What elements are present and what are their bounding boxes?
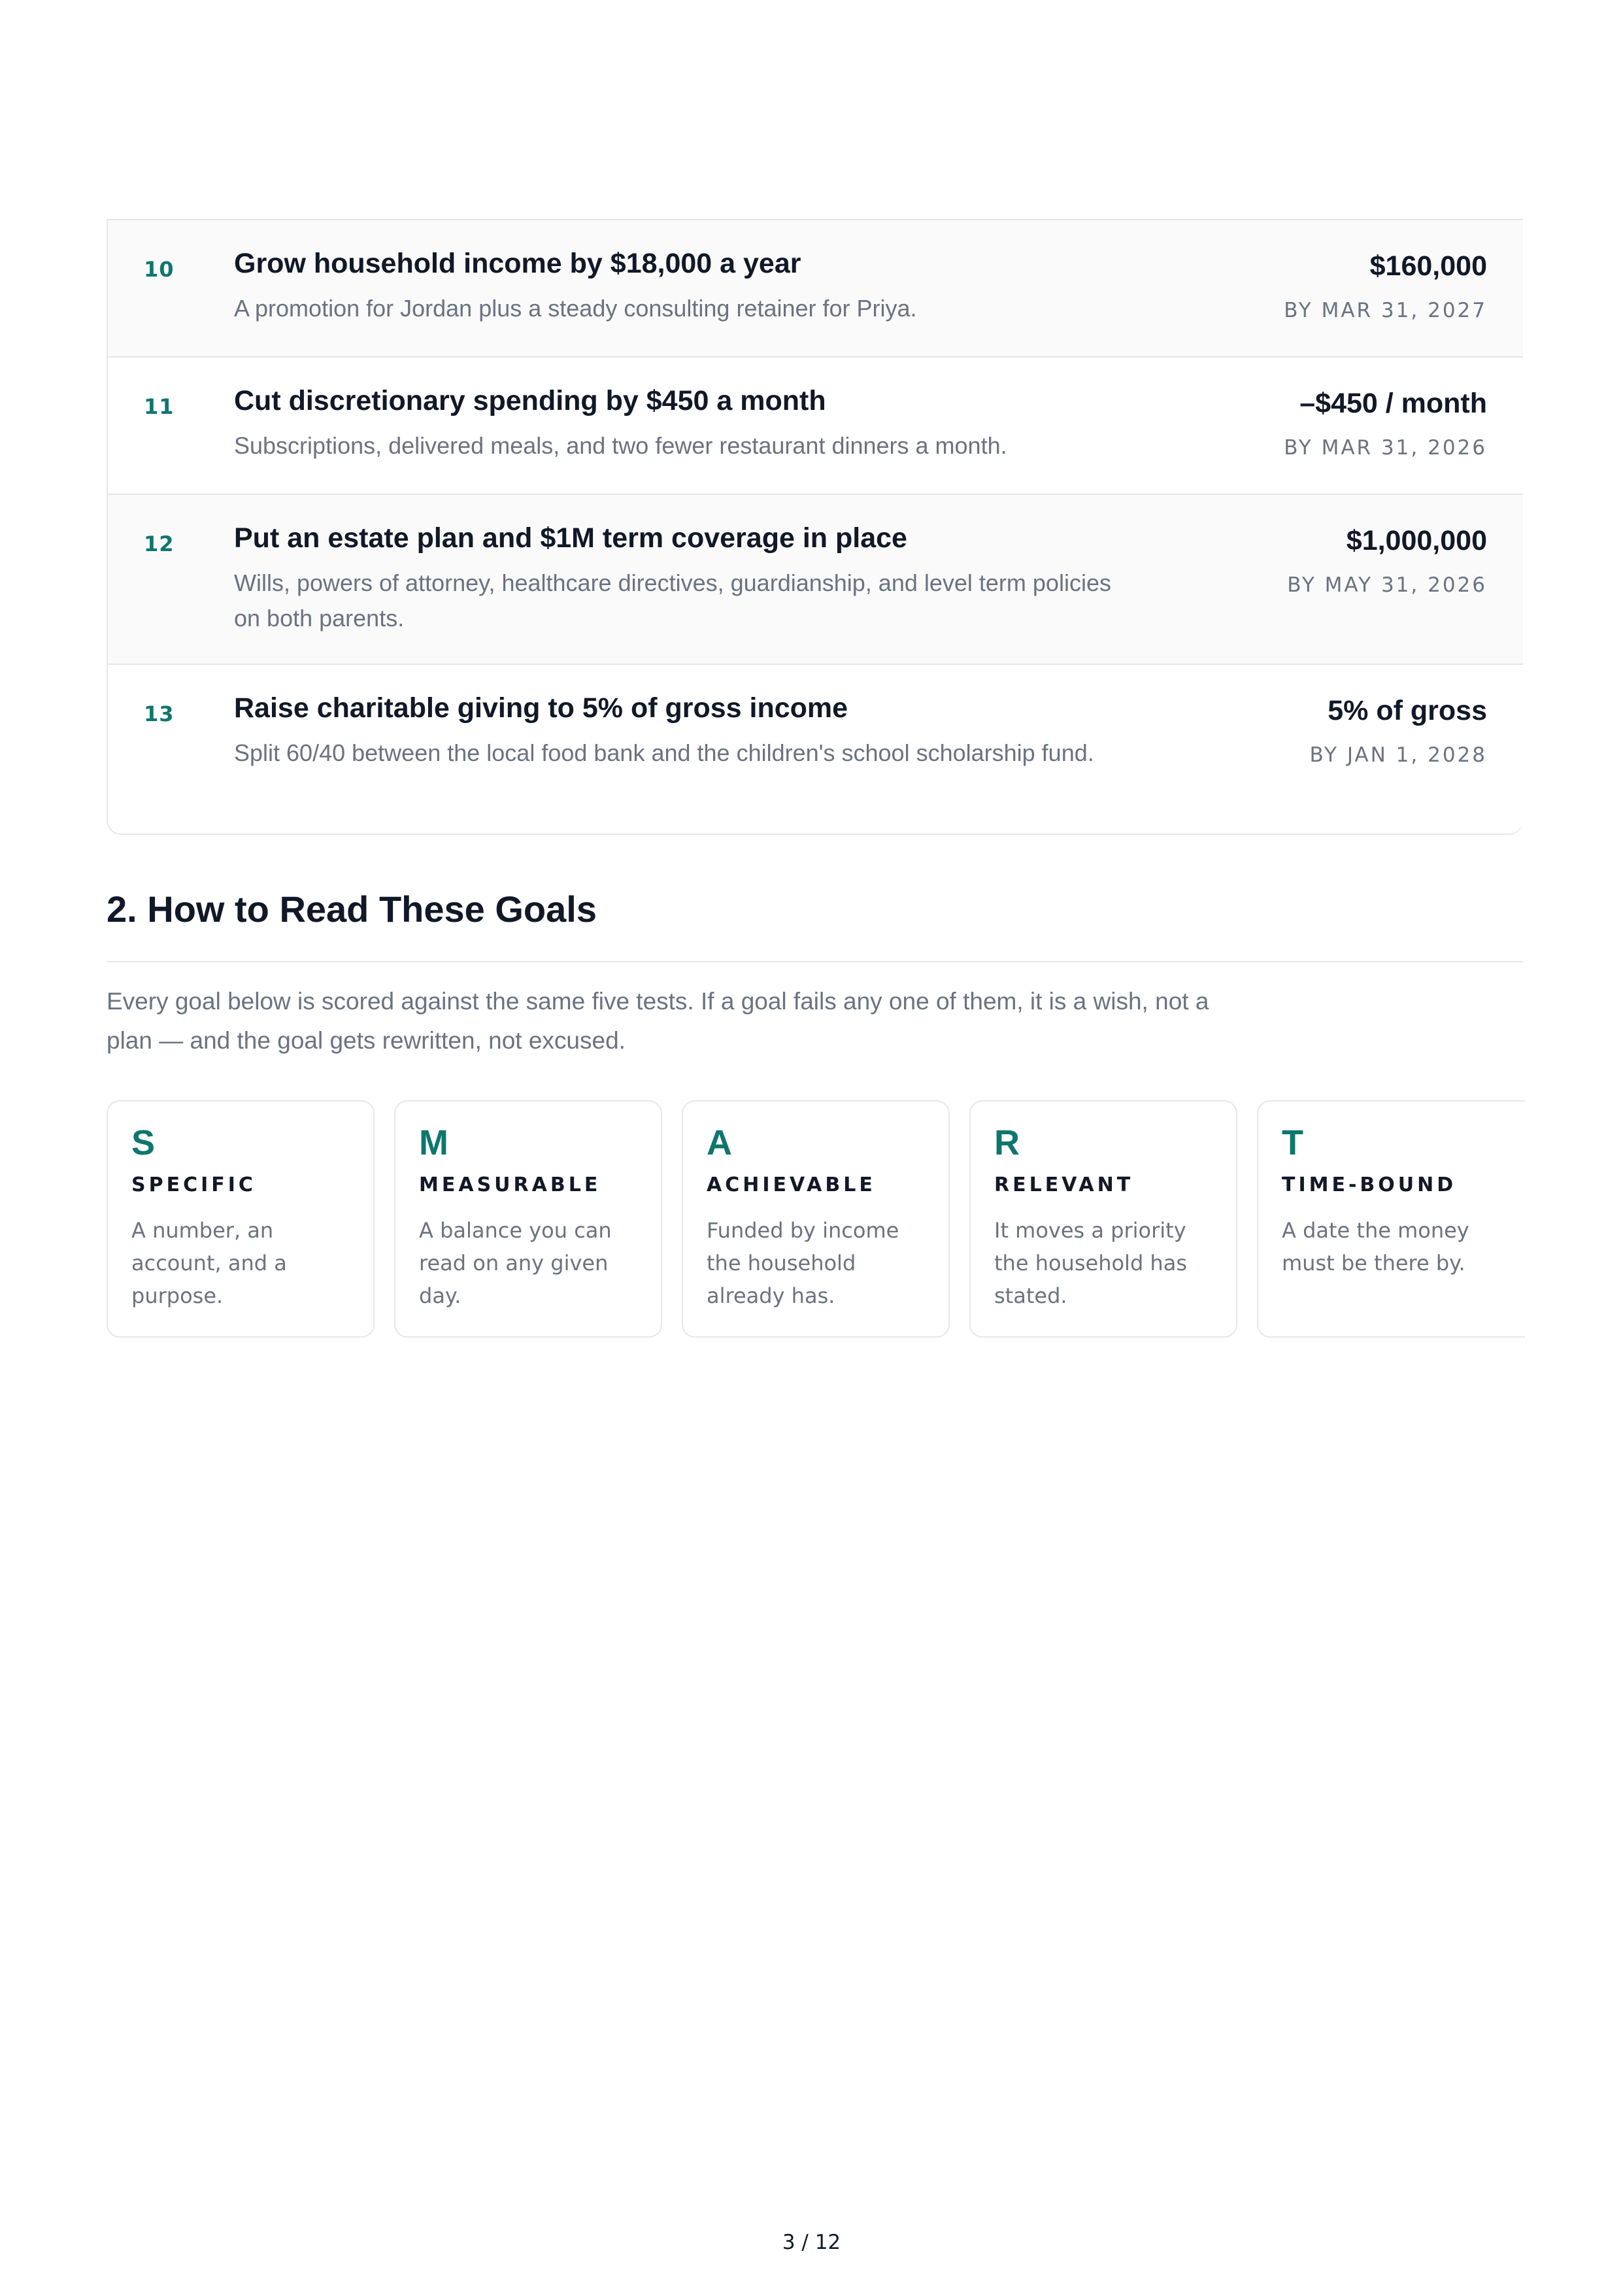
goal-number: 13 bbox=[144, 701, 175, 726]
goal-row bbox=[108, 665, 1523, 834]
goal-amount: 5% of gross bbox=[1328, 695, 1487, 726]
smart-name: TIME-BOUND bbox=[1282, 1173, 1457, 1196]
goal-description: Split 60/40 between the local food bank and the children's school scholarship fund. bbox=[234, 739, 1094, 766]
smart-letter: S bbox=[131, 1123, 156, 1162]
goal-number: 10 bbox=[144, 257, 175, 282]
section-title: 2. How to Read These Goals bbox=[107, 888, 597, 930]
smart-criteria-cards bbox=[107, 1100, 1523, 1338]
goal-row bbox=[108, 220, 1523, 358]
goal-number: 11 bbox=[144, 394, 175, 419]
smart-description: A date the money must be there by. bbox=[1282, 1218, 1469, 1275]
goal-title: Grow household income by $18,000 a year bbox=[234, 248, 801, 279]
goal-row bbox=[108, 358, 1523, 495]
smart-description: A balance you can read on any given day. bbox=[419, 1218, 612, 1308]
smart-card-specific bbox=[107, 1100, 375, 1338]
smart-card-time-bound bbox=[1257, 1100, 1525, 1338]
goal-deadline: BY MAR 31, 2027 bbox=[1284, 299, 1487, 322]
smart-letter: R bbox=[994, 1123, 1020, 1162]
smart-description: It moves a priority the household has stated. bbox=[994, 1218, 1187, 1308]
goal-amount: $160,000 bbox=[1369, 250, 1487, 282]
smart-name: ACHIEVABLE bbox=[707, 1173, 876, 1196]
goal-title: Cut discretionary spending by $450 a month bbox=[234, 385, 826, 416]
smart-description: Funded by income the household already has. bbox=[707, 1218, 899, 1308]
smart-name: SPECIFIC bbox=[131, 1173, 256, 1196]
goal-amount: $1,000,000 bbox=[1346, 525, 1487, 556]
smart-name: MEASURABLE bbox=[419, 1173, 601, 1196]
section-divider bbox=[107, 961, 1523, 962]
smart-card-relevant bbox=[969, 1100, 1237, 1338]
goal-description: Subscriptions, delivered meals, and two fewer restaurant dinners a month. bbox=[234, 432, 1007, 459]
goal-title: Raise charitable giving to 5% of gross income bbox=[234, 692, 848, 724]
smart-card-measurable bbox=[394, 1100, 662, 1338]
section-intro: Every goal below is scored against the same five tests. If a goal fails any one of them, it is a wish, not a plan — and the goal gets rewritten, not excused. bbox=[107, 988, 1209, 1054]
smart-description: A number, an account, and a purpose. bbox=[131, 1218, 287, 1308]
goal-row bbox=[108, 495, 1523, 665]
page-number: 3 / 12 bbox=[782, 2231, 841, 2254]
goal-description: Wills, powers of attorney, healthcare directives, guardianship, and level term policies on both parents. bbox=[234, 569, 1111, 632]
goal-title: Put an estate plan and $1M term coverage in place bbox=[234, 522, 907, 554]
smart-card-achievable bbox=[682, 1100, 950, 1338]
goal-amount: –$450 / month bbox=[1299, 388, 1487, 419]
goal-description: A promotion for Jordan plus a steady consulting retainer for Priya. bbox=[234, 295, 917, 322]
smart-letter: M bbox=[419, 1123, 448, 1162]
goal-deadline: BY MAR 31, 2026 bbox=[1284, 436, 1487, 460]
smart-letter: A bbox=[707, 1123, 732, 1162]
smart-letter: T bbox=[1282, 1123, 1303, 1162]
smart-name: RELEVANT bbox=[994, 1173, 1134, 1196]
goals-table bbox=[107, 219, 1523, 835]
goal-deadline: BY JAN 1, 2028 bbox=[1309, 743, 1487, 767]
goal-deadline: BY MAY 31, 2026 bbox=[1287, 573, 1487, 597]
goal-number: 12 bbox=[144, 532, 175, 556]
